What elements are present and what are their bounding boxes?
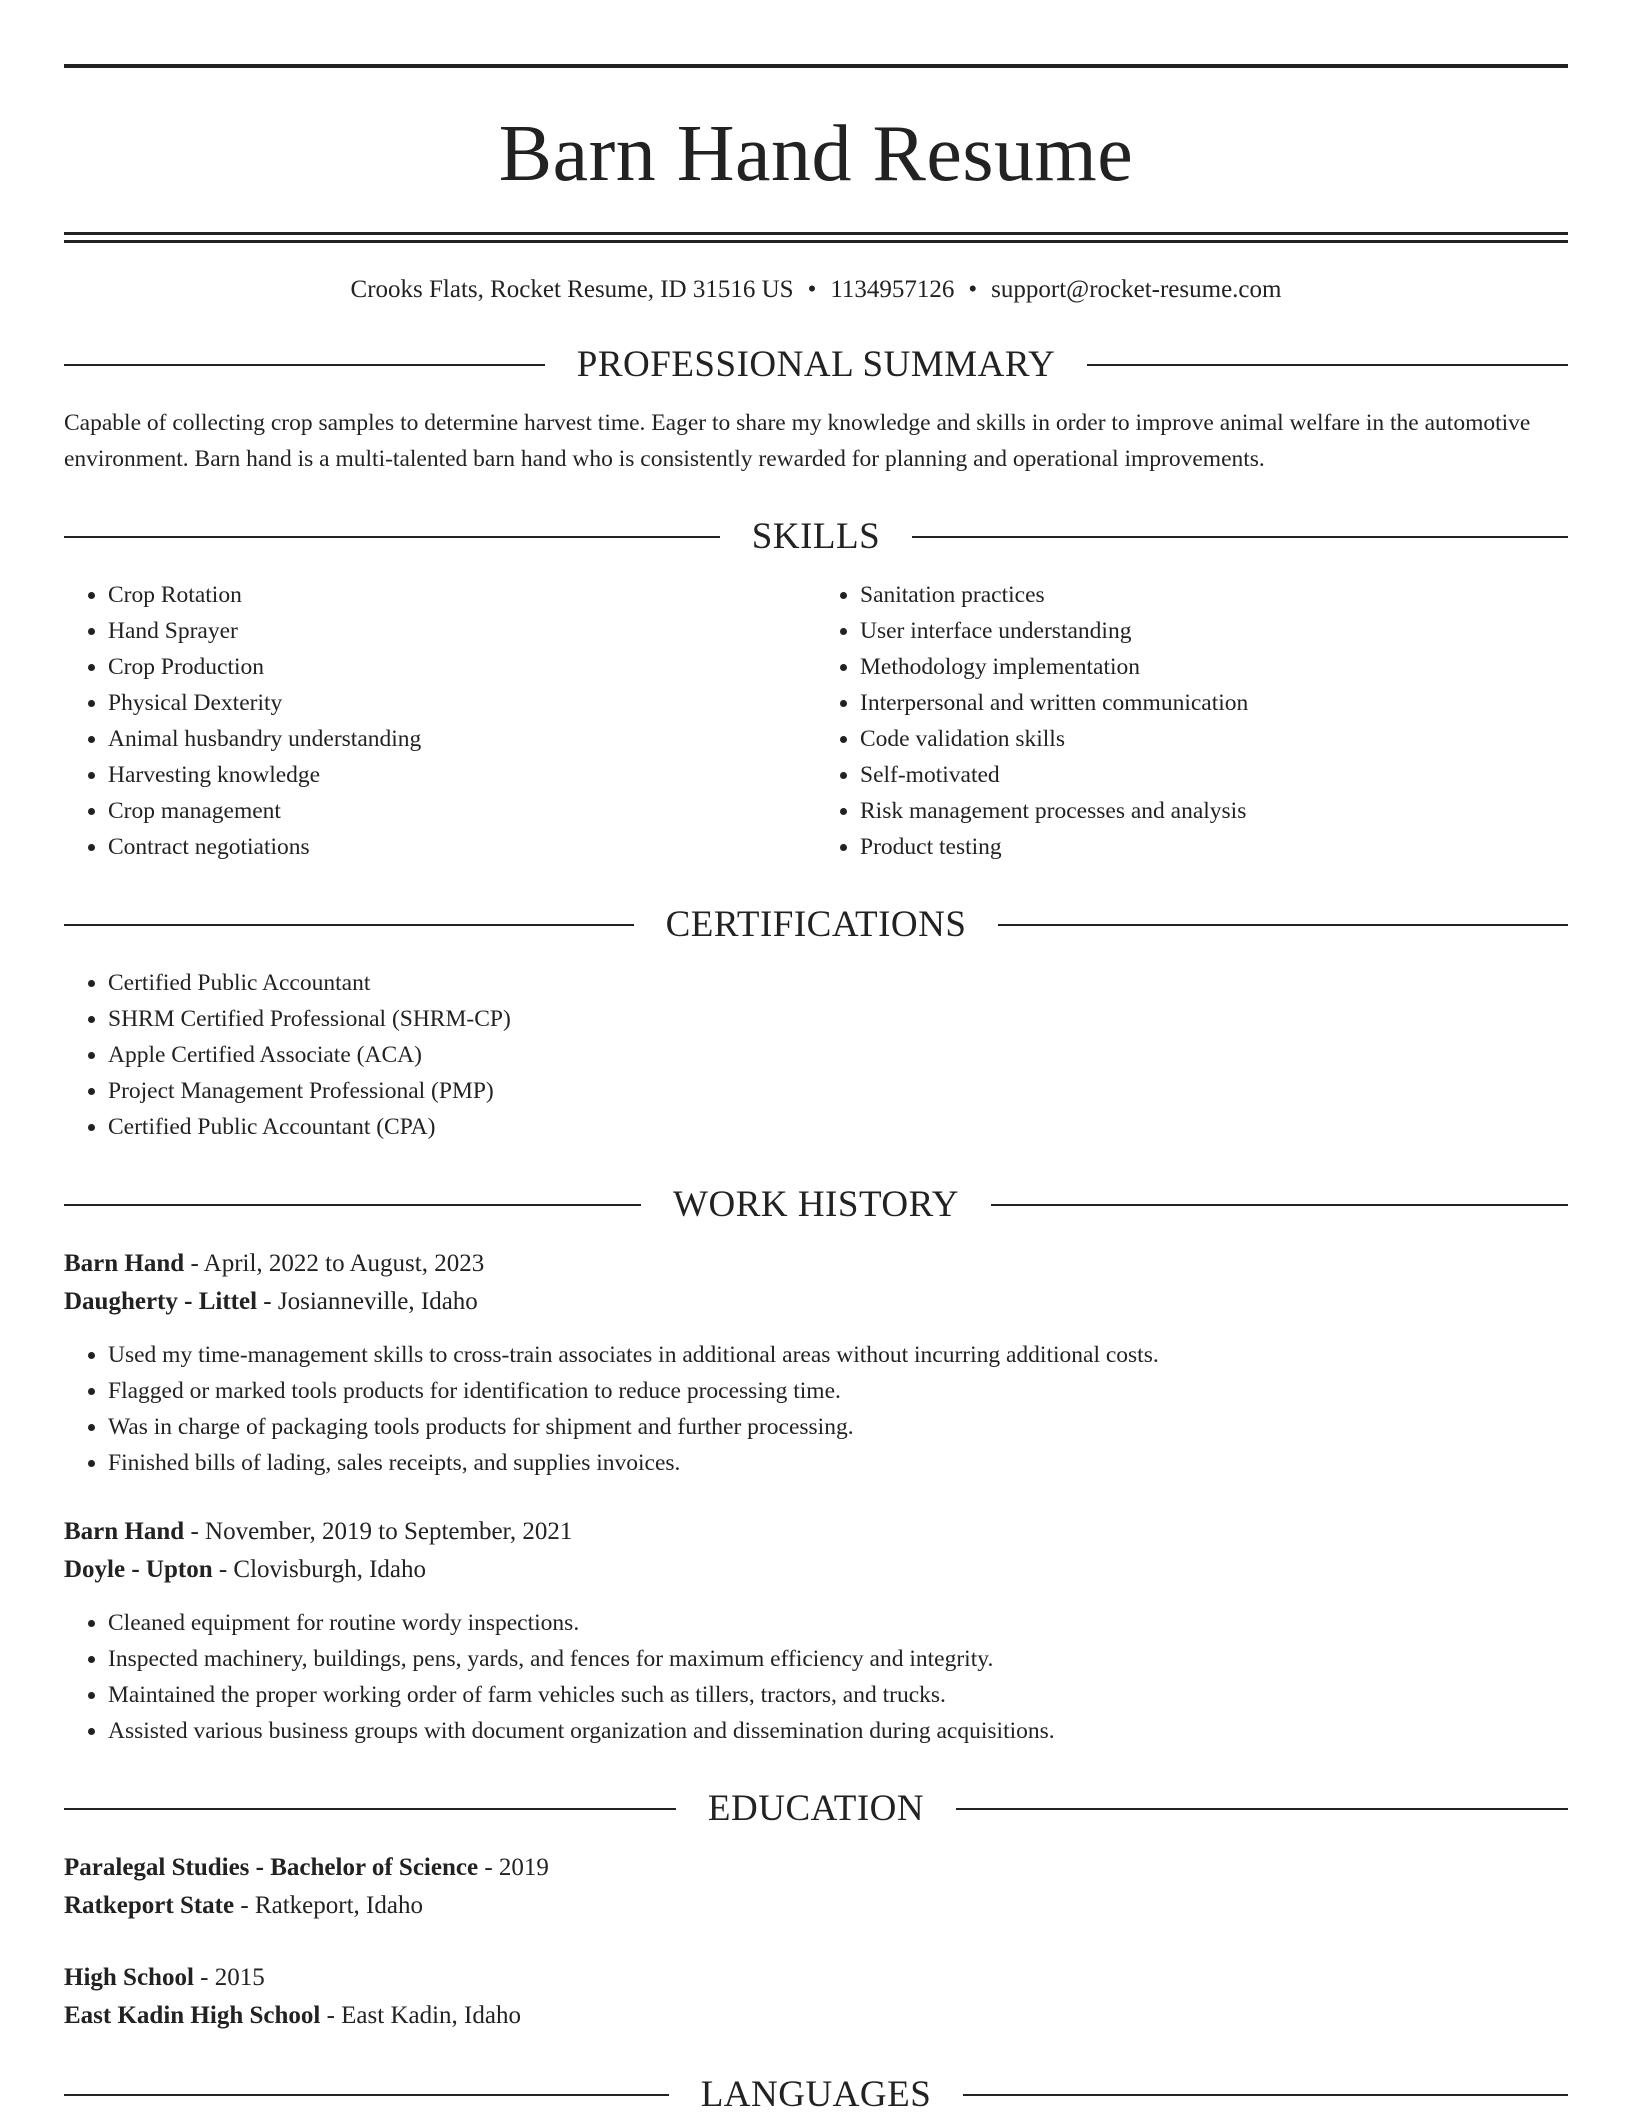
education-school: Ratkeport State [64,1892,235,1919]
skill-item: • Methodology implementation [860,649,1568,685]
title-double-rule [64,232,1568,243]
section-title: EDUCATION [707,1788,925,1829]
resume-title: Barn Hand Resume [498,110,1134,198]
job-duty: • Cleaned equipment for routine wordy inspections. [108,1605,1568,1641]
section-title: SKILLS [751,516,881,557]
section-title: LANGUAGES [700,2074,932,2115]
contact-line [64,275,1568,305]
skills-grid [64,577,1568,865]
education-entry [64,1959,1568,2035]
education-entry [64,1849,1568,1925]
education-degree: High School [64,1964,194,1991]
heading-rule [64,2094,669,2096]
education-school: East Kadin High School [64,2002,321,2029]
job-duty: • Inspected machinery, buildings, pens, yards, and fences for maximum efficiency and integrity. [108,1641,1568,1677]
heading-rule [991,1204,1568,1206]
job-duty: • Finished bills of lading, sales receipts, and supplies invoices. [108,1445,1568,1481]
skill-item: • Contract negotiations [108,829,816,865]
heading-rule [64,924,634,926]
skills-list-right [816,577,1568,865]
skill-item: • Crop management [108,793,816,829]
skill-item: • Crop Rotation [108,577,816,613]
job-duty: • Assisted various business groups with document organization and dissemination during acquisitions. [108,1713,1568,1749]
contact-separator: • [807,276,817,303]
skill-item: • Risk management processes and analysis [860,793,1568,829]
skill-item: • Hand Sprayer [108,613,816,649]
job-duties-list [64,1337,1568,1481]
education-school-line [64,1997,1568,2035]
job-duties-list [64,1605,1568,1749]
certification-item: • Project Management Professional (PMP) [108,1073,1568,1109]
job-title: Barn Hand [64,1518,185,1545]
job-duty: • Flagged or marked tools products for identification to reduce processing time. [108,1373,1568,1409]
education-year: - 2015 [193,1964,265,1991]
job-title-line [64,1245,1568,1283]
skill-item: • Code validation skills [860,721,1568,757]
job-location: - Josianneville, Idaho [257,1288,478,1315]
skill-item: • Interpersonal and written communication [860,685,1568,721]
heading-rule [912,536,1568,538]
section-heading-certifications [64,903,1568,947]
contact-phone: 1134957126 [830,276,955,303]
education-school-line [64,1887,1568,1925]
education-degree-line [64,1849,1568,1887]
skill-item: • Crop Production [108,649,816,685]
job-entry [64,1513,1568,1749]
certification-item: • Apple Certified Associate (ACA) [108,1037,1568,1073]
education-degree: Paralegal Studies - Bachelor of Science [64,1854,479,1881]
education-location: - Ratkeport, Idaho [234,1892,423,1919]
job-title-line [64,1513,1568,1551]
section-heading-languages [64,2073,1568,2117]
section-heading-summary [64,343,1568,387]
education-year: - 2019 [478,1854,549,1881]
certification-item: • Certified Public Accountant (CPA) [108,1109,1568,1145]
section-heading-education [64,1787,1568,1831]
skill-item: • Harvesting knowledge [108,757,816,793]
education-degree-line [64,1959,1568,1997]
skill-item: • Self-motivated [860,757,1568,793]
section-title: WORK HISTORY [673,1184,959,1225]
heading-rule [64,1204,641,1206]
heading-rule [998,924,1568,926]
certifications-list [64,965,1568,1145]
job-company-line [64,1283,1568,1321]
job-duty: • Was in charge of packaging tools products for shipment and further processing. [108,1409,1568,1445]
certification-item: • Certified Public Accountant [108,965,1568,1001]
heading-rule [64,536,720,538]
skill-item: • Physical Dexterity [108,685,816,721]
job-duty: • Used my time-management skills to cross-train associates in additional areas without incurring additional costs. [108,1337,1568,1373]
contact-separator: • [968,276,978,303]
contact-email: support@rocket-resume.com [991,276,1282,303]
job-company: Doyle - Upton [64,1556,213,1583]
contact-address: Crooks Flats, Rocket Resume, ID 31516 US [350,276,794,303]
skill-item: • User interface understanding [860,613,1568,649]
heading-rule [1087,364,1568,366]
heading-rule [64,1808,676,1810]
job-dates: - November, 2019 to September, 2021 [184,1518,573,1545]
job-title: Barn Hand [64,1250,185,1277]
job-entry [64,1245,1568,1481]
skill-item: • Animal husbandry understanding [108,721,816,757]
section-title: CERTIFICATIONS [665,904,967,945]
heading-rule [963,2094,1568,2096]
skill-item: • Product testing [860,829,1568,865]
job-location: - Clovisburgh, Idaho [212,1556,427,1583]
heading-rule [64,364,545,366]
job-company-line [64,1551,1568,1589]
job-company: Daugherty - Littel [64,1288,258,1315]
certification-item: • SHRM Certified Professional (SHRM-CP) [108,1001,1568,1037]
education-location: - East Kadin, Idaho [320,2002,521,2029]
skill-item: • Sanitation practices [860,577,1568,613]
job-duty: • Maintained the proper working order of farm vehicles such as tillers, tractors, and trucks. [108,1677,1568,1713]
section-heading-skills [64,515,1568,559]
heading-rule [956,1808,1568,1810]
section-title: PROFESSIONAL SUMMARY [576,344,1056,385]
section-heading-work-history [64,1183,1568,1227]
summary-text: Capable of collecting crop samples to determine harvest time. Eager to share my knowledge and skills in order to improve animal welfare in the automotive environment. Barn hand is a multi-talented barn hand who is consistently rewarded for planning and operational improvements. [64,410,1531,472]
job-dates: - April, 2022 to August, 2023 [184,1250,485,1277]
skills-list-left [64,577,816,865]
